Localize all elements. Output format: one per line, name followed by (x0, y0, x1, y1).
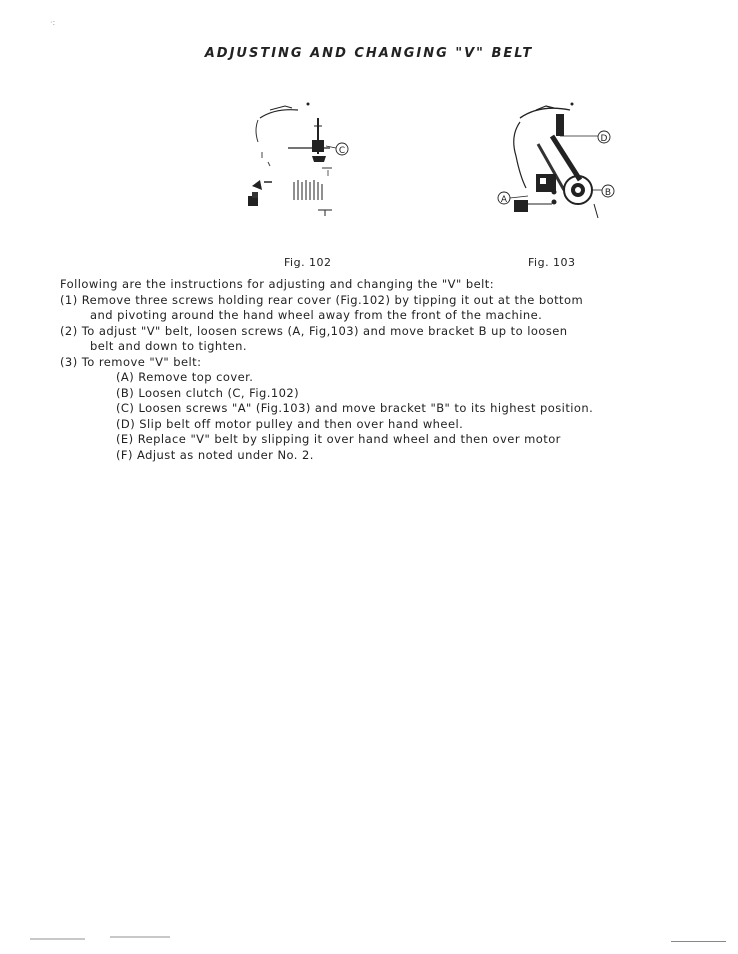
callout-b-label: B (604, 188, 612, 198)
substep-e-line: (E) Replace "V" belt by slipping it over hand wheel and then over motor (116, 432, 561, 446)
step-2-line: (2) To adjust "V" belt, loosen screws (A, Fig,103) and move bracket B up to loosen (60, 323, 568, 338)
callout-a-label: A (500, 195, 508, 205)
substep-c-line: (C) Loosen screws "A" (Fig.103) and move bracket "B" to its highest position. (116, 401, 594, 415)
figure-103-illustration (480, 96, 620, 226)
step-1-continued-line: and pivoting around the hand wheel away from the front of the machine. (90, 308, 543, 322)
corner-mark: ·: (50, 18, 56, 27)
scan-speck (110, 936, 170, 938)
step-2-continued-line: belt and down to tighten. (90, 339, 247, 353)
footer-rule (671, 941, 726, 942)
figure-102-illustration (230, 96, 370, 226)
callout-c-label: C (338, 146, 346, 156)
figure-103-caption: Fig. 103 (528, 256, 576, 269)
figure-102-caption: Fig. 102 (284, 256, 332, 269)
substep-d-line: (D) Slip belt off motor pulley and then over hand wheel. (116, 416, 464, 431)
step-3-line: (3) To remove "V" belt: (60, 354, 202, 369)
page-title: ADJUSTING AND CHANGING "V" BELT (204, 46, 534, 61)
substep-b-line: (B) Loosen clutch (C, Fig.102) (116, 385, 300, 400)
substep-a-line: (A) Remove top cover. (116, 370, 254, 384)
instructions-body (60, 277, 700, 463)
intro-line: Following are the instructions for adjusting and changing the "V" belt: (60, 277, 495, 291)
callout-d-label: D (600, 134, 608, 144)
step-1-line: (1) Remove three screws holding rear cover (Fig.102) by tipping it out at the bottom (60, 292, 584, 307)
sewing-machine-side-view-icon (230, 96, 370, 226)
sewing-machine-belt-view-icon (480, 96, 620, 226)
scan-speck (30, 938, 85, 940)
substep-f-line: (F) Adjust as noted under No. 2. (116, 447, 314, 462)
